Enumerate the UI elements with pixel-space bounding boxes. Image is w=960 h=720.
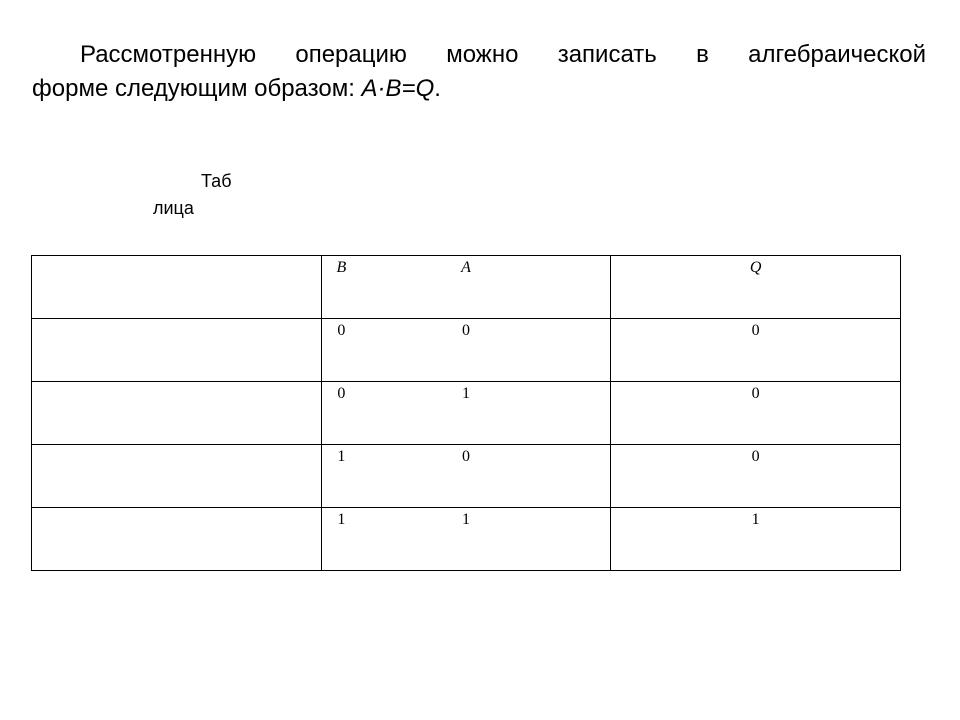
cell-value: 1: [337, 511, 346, 528]
table-row: [32, 445, 901, 508]
table-caption-part-2: лица: [153, 198, 194, 218]
table-cell: [32, 382, 346, 445]
paragraph-text: форме следующим образом:: [32, 75, 362, 102]
table-cell: [321, 382, 611, 445]
table-caption-part-1: Таб: [201, 171, 232, 191]
table-row: [32, 382, 901, 445]
cell-value: 0: [461, 322, 470, 339]
table-cell: [611, 445, 901, 508]
table-cell: [611, 382, 901, 445]
paragraph-word: Рассмотренную: [80, 41, 257, 68]
paragraph-period: .: [434, 75, 441, 102]
paragraph-line-1: [32, 38, 926, 72]
cell-value: 1: [751, 511, 760, 528]
cell-value: 0: [751, 322, 760, 339]
table-row: [32, 319, 901, 382]
header-cell-b: [32, 256, 347, 319]
cell-value: 1: [461, 511, 470, 528]
truth-table: [31, 255, 901, 571]
cell-value: 0: [337, 385, 346, 402]
cell-value: 1: [461, 385, 470, 402]
cell-value: 0: [461, 448, 470, 465]
table-cell: [321, 508, 611, 571]
table-cell: [611, 319, 901, 382]
header-label: A: [461, 259, 471, 276]
table-header-row: [32, 256, 901, 319]
paragraph-line-2: [32, 72, 926, 106]
header-label: B: [336, 259, 347, 276]
header-cell-a: [321, 256, 611, 319]
table-cell: [321, 445, 611, 508]
paragraph-word: операцию: [295, 41, 407, 68]
table-cell: [32, 508, 346, 571]
table-cell: [32, 445, 346, 508]
paragraph-word: в: [696, 41, 709, 68]
paragraph-word: алгебраической: [748, 41, 926, 68]
cell-value: 0: [751, 448, 760, 465]
table-cell: [611, 508, 901, 571]
header-label: Q: [749, 259, 762, 276]
cell-value: 0: [337, 322, 346, 339]
formula: A·B=Q: [361, 75, 435, 102]
cell-value: 1: [337, 448, 346, 465]
table-row: [32, 508, 901, 571]
paragraph-word: можно: [446, 41, 519, 68]
table-cell: [321, 319, 611, 382]
header-cell-q: [611, 256, 901, 319]
body-paragraph: [32, 38, 926, 106]
paragraph-word: записать: [557, 41, 657, 68]
cell-value: 0: [751, 385, 760, 402]
table-cell: [32, 319, 346, 382]
